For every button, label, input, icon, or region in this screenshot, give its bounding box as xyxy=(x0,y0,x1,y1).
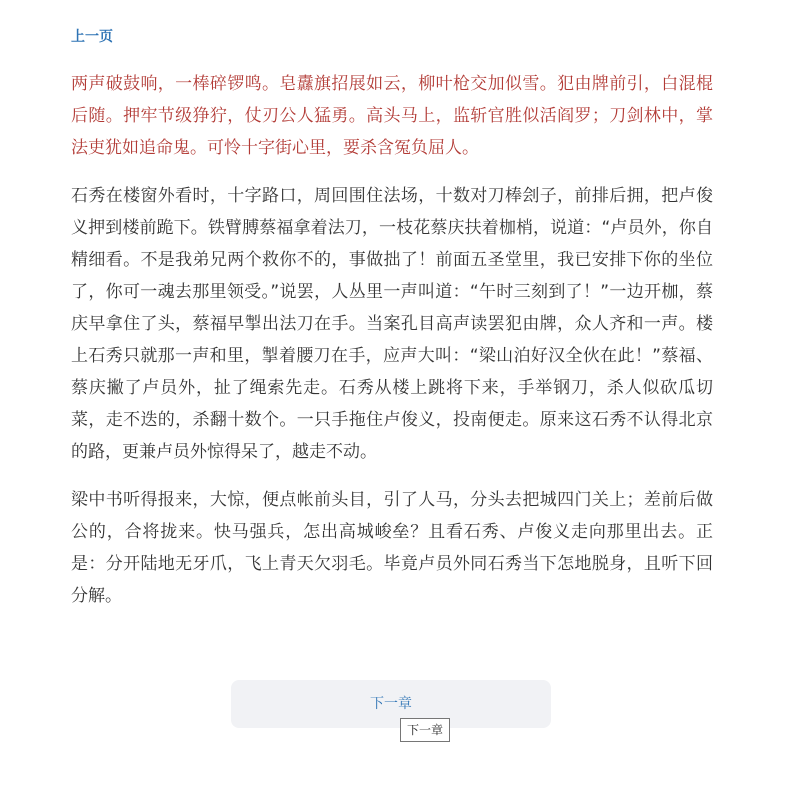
next-chapter-button[interactable] xyxy=(231,680,551,728)
chapter-content xyxy=(71,68,713,628)
prev-page-link[interactable]: 上一页 xyxy=(71,29,113,45)
poem-paragraph: 两声破鼓响，一棒碎锣鸣。皂纛旗招展如云，柳叶枪交加似雪。犯由牌前引，白混棍后随。押牢节级狰狞，仗刃公人猛勇。高头马上，监斩官胜似活阎罗；刀剑林中，掌法吏犹如追命鬼。可怜十字街心里，要杀含冤负屈人。 xyxy=(71,74,713,158)
story-paragraph: 石秀在楼窗外看时，十字路口，周回围住法场，十数对刀棒刽子，前排后拥，把卢俊义押到楼前跪下。铁臂膊蔡福拿着法刀，一枝花蔡庆扶着枷梢，说道：“卢员外，你自精细看。不是我弟兄两个救你不的，事做拙了！前面五圣堂里，我已安排下你的坐位了，你可一魂去那里领受。”说罢，人丛里一声叫道：“午时三刻到了！”一边开枷，蔡庆早拿住了头，蔡福早掣出法刀在手。当案孔目高声读罢犯由牌，众人齐和一声。楼上石秀只就那一声和里，掣着腰刀在手，应声大叫：“梁山泊好汉全伙在此！”蔡福、蔡庆撇了卢员外，扯了绳索先走。石秀从楼上跳将下来，手举钢刀，杀人似砍瓜切菜，走不迭的，杀翻十数个。一只手拖住卢俊义，投南便走。原来这石秀不认得北京的路，更兼卢员外惊得呆了，越走不动。 xyxy=(71,186,713,462)
next-chapter-link[interactable]: 下一章 xyxy=(370,696,412,712)
next-chapter-tooltip: 下一章 xyxy=(400,718,450,742)
story-paragraph: 梁中书听得报来，大惊，便点帐前头目，引了人马，分头去把城四门关上；差前后做公的，合将拢来。快马强兵，怎出高城峻垒？且看石秀、卢俊义走向那里出去。正是：分开陆地无牙爪，飞上青天欠羽毛。毕竟卢员外同石秀当下怎地脱身，且听下回分解。 xyxy=(71,490,713,606)
